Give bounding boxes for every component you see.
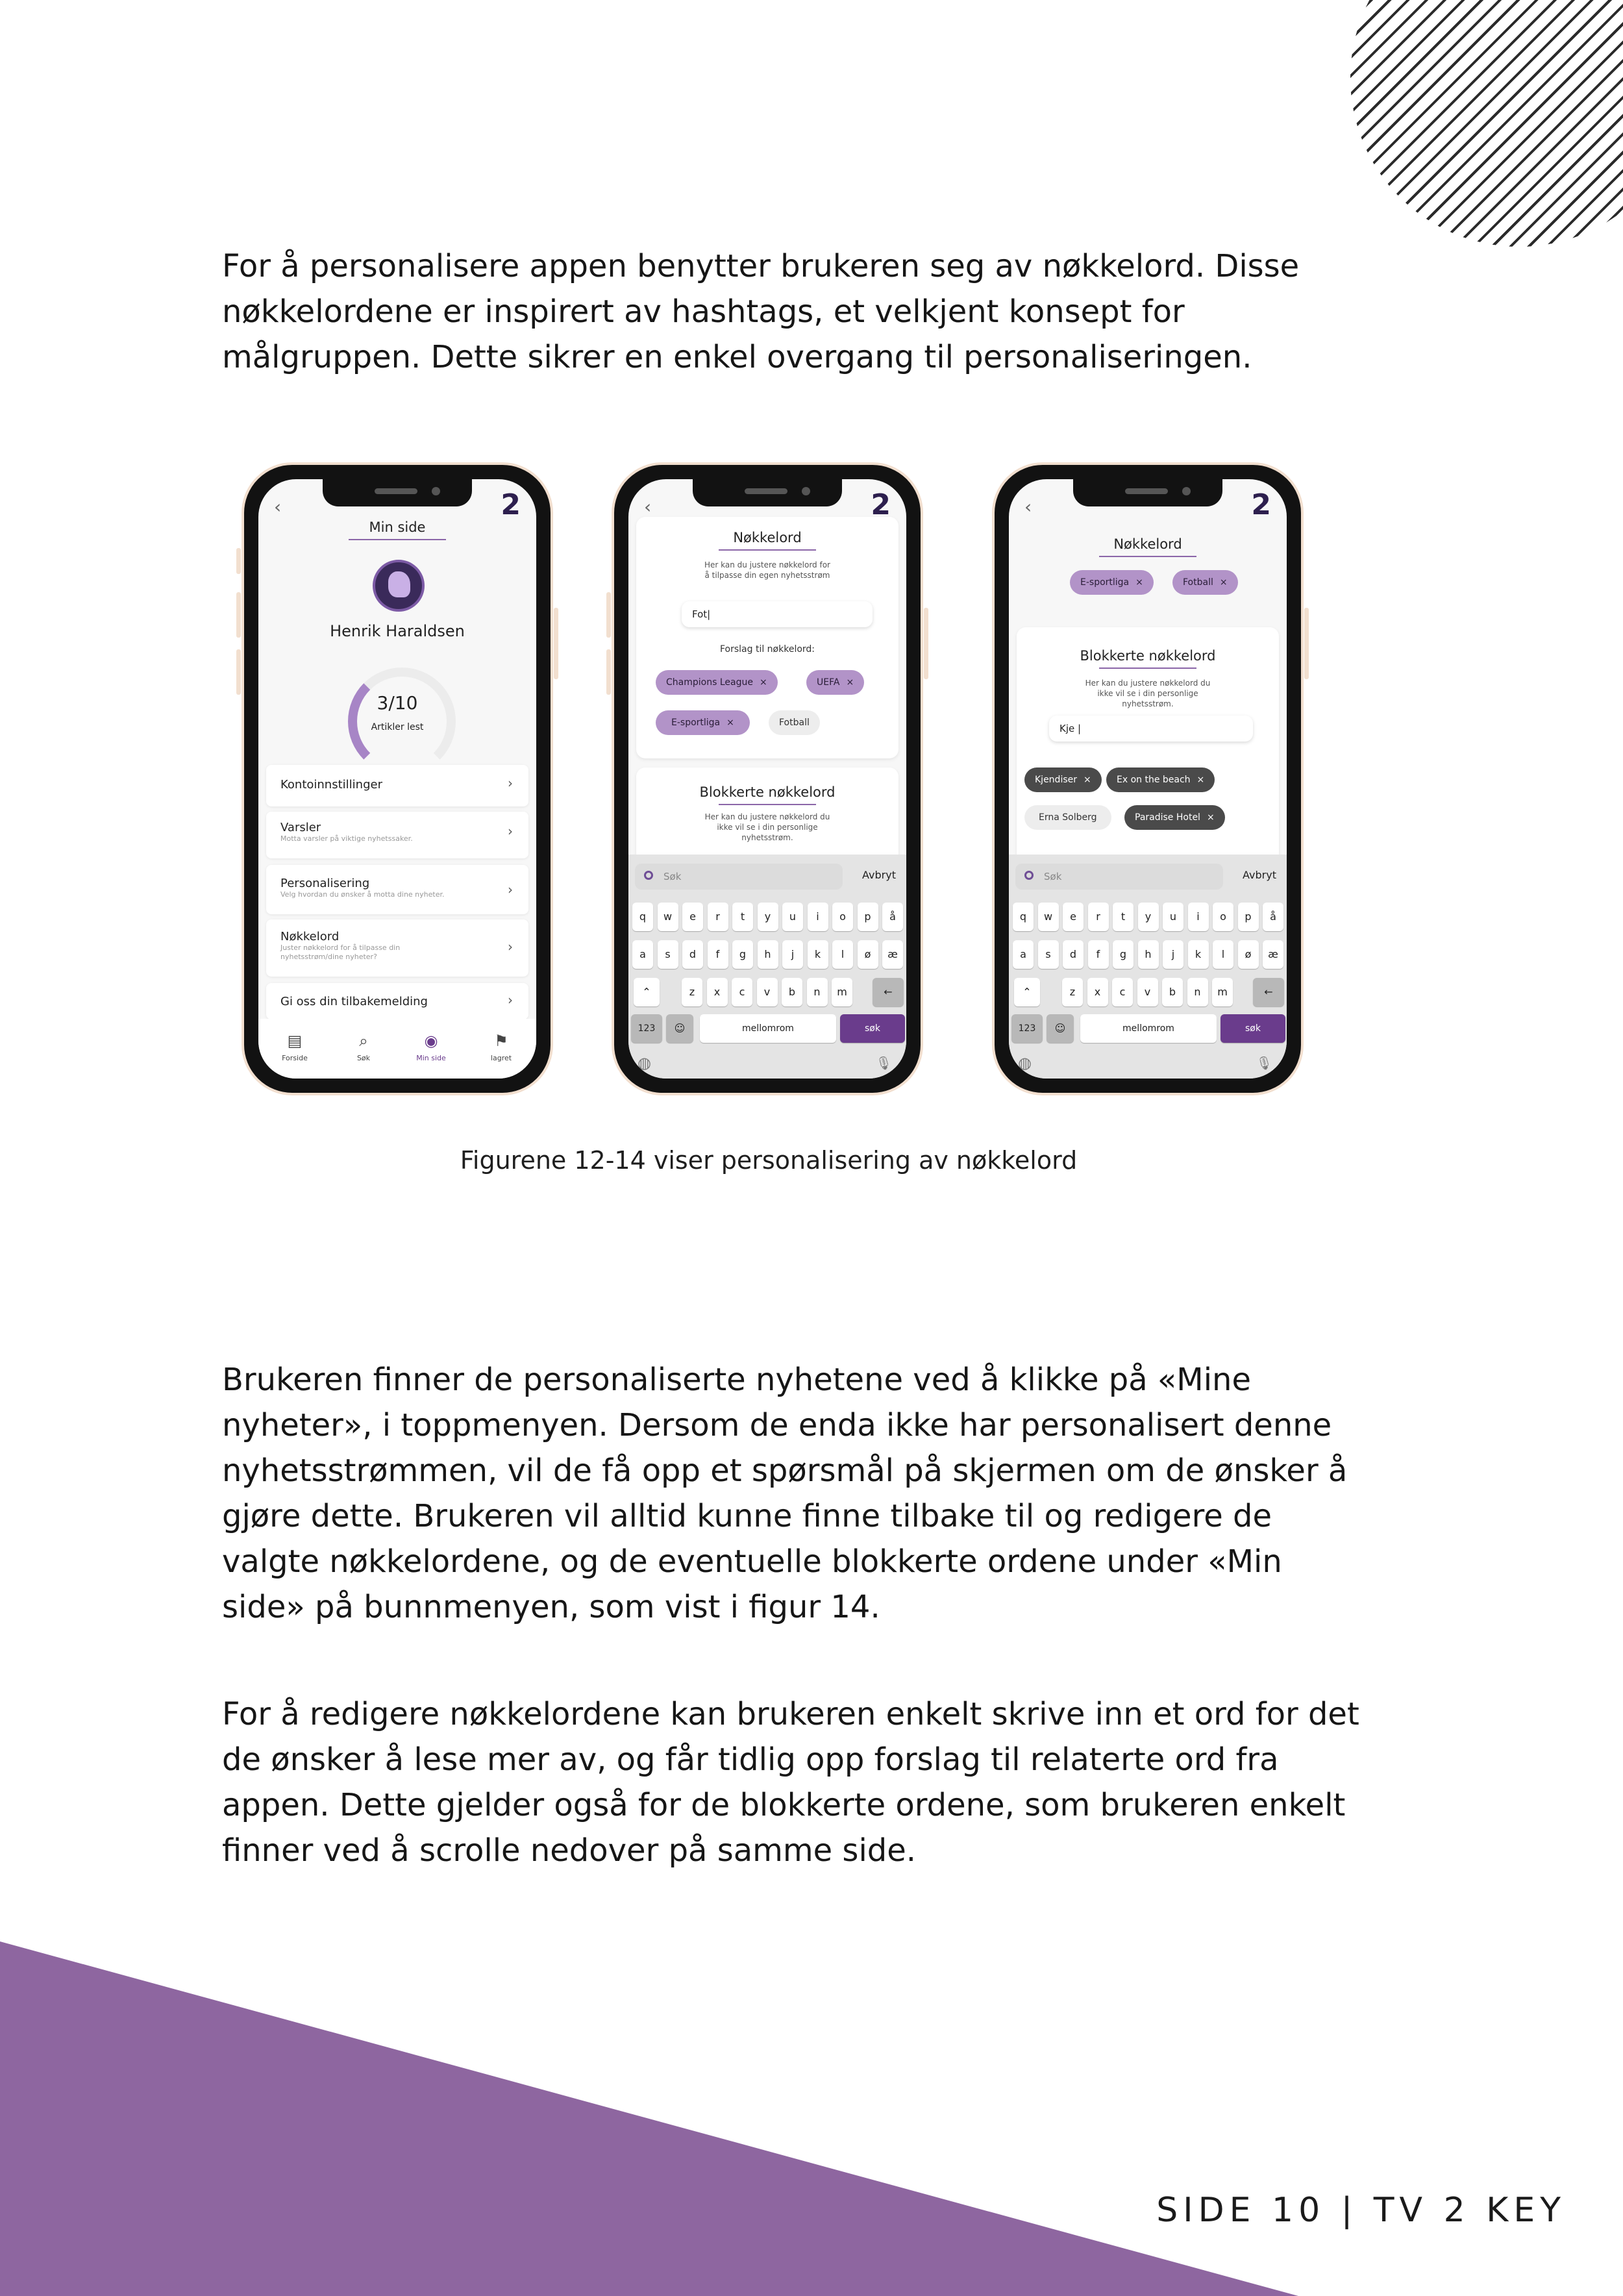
key-g[interactable]: g [1113,940,1134,969]
tab-label: Forside [282,1054,308,1062]
microphone-icon[interactable]: 🎙 [875,1055,892,1071]
keyword-chip[interactable]: Champions League × [656,670,778,695]
key-v[interactable]: v [1137,978,1158,1006]
backspace-key[interactable]: ← [1253,978,1284,1006]
key-c[interactable]: c [1112,978,1133,1006]
phone-notch [693,479,842,506]
key-t[interactable]: t [1113,903,1134,931]
key-m[interactable]: m [832,978,852,1006]
key-a[interactable]: a [1013,940,1034,969]
key-n[interactable]: n [807,978,828,1006]
key-e[interactable]: e [1063,903,1084,931]
back-icon[interactable]: ‹ [274,496,282,518]
blocked-keyword-chip[interactable]: Paradise Hotel × [1124,805,1225,830]
key-æ[interactable]: æ [882,940,903,969]
menu-item-label: Nøkkelord [280,930,340,943]
key-s[interactable]: s [658,940,678,969]
key-å[interactable]: å [1263,903,1283,931]
key-r[interactable]: r [708,903,728,931]
back-icon[interactable]: ‹ [644,496,652,518]
chevron-right-icon: › [508,823,513,839]
key-i[interactable]: i [808,903,828,931]
key-a[interactable]: a [632,940,653,969]
page-footer: SIDE 10 | TV 2 KEY [1156,2191,1566,2230]
keyword-input[interactable]: Fot| [682,601,873,627]
key-d[interactable]: d [682,940,703,969]
cancel-button[interactable]: Avbryt [862,869,896,881]
key-p[interactable]: p [1238,903,1259,931]
blocked-keyword-input[interactable]: Kje | [1049,716,1253,742]
key-o[interactable]: o [832,903,853,931]
keyword-chip[interactable]: Fotball [769,710,820,735]
space-key[interactable]: mellomrom [1080,1014,1217,1043]
menu-item-label: Personalisering [280,877,370,890]
tv2-logo: 2 [501,488,521,521]
key-u[interactable]: u [782,903,803,931]
card-description: Her kan du justere nøkkelord for å tilpasse din egen nyhetsstrøm [704,560,830,580]
key-y[interactable]: y [758,903,778,931]
key-q[interactable]: q [1013,903,1034,931]
bookmark-icon: ⚑ [494,1032,508,1050]
key-y[interactable]: y [1138,903,1159,931]
chevron-right-icon: › [508,992,513,1008]
keyboard-search-field[interactable]: Søk [635,864,843,890]
card-title: Nøkkelord [636,530,898,551]
menu-item-label: Kontoinnstillinger [280,778,382,792]
key-l[interactable]: l [832,940,853,969]
globe-icon[interactable]: ◍ [638,1054,651,1072]
emoji-key[interactable]: ☺ [666,1014,693,1043]
key-l[interactable]: l [1213,940,1233,969]
key-g[interactable]: g [732,940,753,969]
suggestion-title: Forslag til nøkkelord: [719,644,815,655]
emoji-key[interactable]: ☺ [1047,1014,1074,1043]
key-u[interactable]: u [1163,903,1183,931]
intro-paragraph: For å personalisere appen benytter brukeren seg av nøkkelord. Disse nøkkelordene er inspirert av hashtags, et velkjent konsept for målgruppen. Dette sikrer en enkel overgang til personaliseringen. [222,248,1300,375]
purple-triangle-shape [0,1941,1298,2296]
microphone-icon[interactable]: 🎙 [1256,1055,1272,1071]
key-h[interactable]: h [758,940,778,969]
key-o[interactable]: o [1213,903,1233,931]
body-paragraph-mine-nyheter: Brukeren finner de personaliserte nyhetene ved å klikke på «Mine nyheter», i toppmenyen. Dersom de enda ikke har personalisert denne nyhetsstrømmen, vil de få opp et spørsmål på skjermen om de ønsker å gjøre dette. Brukeren vil alltid kunne finne tilbake til og redigere de valgte nøkkelordene, og de eventuelle blokkerte ordene under «Min side» på bunnmenyen, som vist i figur 14. [222,1362,1348,1625]
key-c[interactable]: c [732,978,752,1006]
key-e[interactable]: e [682,903,703,931]
tab-label: lagret [490,1054,512,1062]
user-name: Henrik Haraldsen [330,622,465,640]
keyword-chip[interactable]: E-sportliga × [1070,570,1154,595]
tab-label: Min side [416,1054,446,1062]
progress-value: 3/10 [377,692,418,714]
newspaper-icon: ▤ [287,1032,303,1050]
keyword-chip[interactable]: E-sportliga × [656,710,750,735]
key-b[interactable]: b [1162,978,1183,1006]
search-go-key[interactable]: søk [840,1014,905,1043]
tv2-logo: 2 [871,488,891,521]
search-go-key[interactable]: søk [1220,1014,1285,1043]
tab-label: Søk [356,1054,371,1062]
card-description: Her kan du justere nøkkelord du ikke vil se i din personlige nyhetsstrøm. [704,812,830,842]
menu-item-label: Gi oss din tilbakemelding [280,995,428,1008]
cancel-button[interactable]: Avbryt [1243,869,1276,881]
chevron-right-icon: › [508,882,513,897]
key-j[interactable]: j [1163,940,1183,969]
key-b[interactable]: b [782,978,802,1006]
figure-caption: Figurene 12-14 viser personalisering av nøkkelord [460,1146,1078,1175]
key-æ[interactable]: æ [1263,940,1283,969]
blocked-keyword-chip[interactable]: Erna Solberg [1024,805,1111,830]
page-title: Nøkkelord [1009,536,1287,557]
key-å[interactable]: å [882,903,903,931]
key-k[interactable]: k [808,940,828,969]
key-v[interactable]: v [757,978,778,1006]
key-q[interactable]: q [632,903,653,931]
menu-item-label: Varsler [280,821,321,834]
shift-key[interactable]: ⌃ [1014,978,1040,1006]
key-i[interactable]: i [1188,903,1209,931]
back-icon[interactable]: ‹ [1024,496,1032,518]
key-m[interactable]: m [1212,978,1233,1006]
phone-notch [1073,479,1222,506]
key-ø[interactable]: ø [1238,940,1259,969]
key-w[interactable]: w [1038,903,1059,931]
globe-icon[interactable]: ◍ [1018,1054,1032,1072]
blocked-keyword-chip[interactable]: Ex on the beach × [1106,767,1215,792]
menu-item-description: Motta varsler på viktige nyhetssaker. [280,834,413,843]
numbers-key[interactable]: 123 [631,1014,662,1043]
numbers-key[interactable]: 123 [1011,1014,1043,1043]
phone-notch [323,479,472,506]
close-icon[interactable]: × [726,718,734,728]
keyword-chip[interactable]: Fotball × [1172,570,1238,595]
close-icon[interactable]: × [1135,577,1143,588]
key-w[interactable]: w [658,903,678,931]
chevron-right-icon: › [508,775,513,791]
key-x[interactable]: x [1087,978,1108,1006]
key-f[interactable]: f [1088,940,1109,969]
page-title: Min side [258,519,536,540]
key-k[interactable]: k [1188,940,1209,969]
user-icon: ◉ [424,1032,438,1050]
close-icon[interactable]: × [1206,812,1215,823]
menu-item-description: Juster nøkkelord for å tilpasse din nyhetsstrøm/dine nyheter? [280,943,401,961]
chevron-right-icon: › [508,939,513,955]
card-title: Blokkerte nøkkelord [636,784,898,805]
shift-key[interactable]: ⌃ [634,978,660,1006]
search-icon: ⌕ [359,1032,368,1050]
key-r[interactable]: r [1088,903,1109,931]
space-key[interactable]: mellomrom [700,1014,836,1043]
keyword-chip[interactable]: UEFA × [806,670,864,695]
close-icon[interactable]: × [759,677,767,688]
key-s[interactable]: s [1038,940,1059,969]
key-f[interactable]: f [708,940,728,969]
key-t[interactable]: t [732,903,753,931]
progress-label: Artikler lest [371,722,424,732]
close-icon[interactable]: × [1196,775,1205,785]
card-description: Her kan du justere nøkkelord du ikke vil se i din personlige nyhetsstrøm. [1085,679,1211,708]
blocked-keyword-chip[interactable]: Kjendiser × [1024,767,1102,792]
close-icon[interactable]: × [1219,577,1228,588]
body-paragraph-redigere: For å redigere nøkkelordene kan brukeren enkelt skrive inn et ord for det de ønsker å lese mer av, og får tidlig opp forslag til relaterte ord fra appen. Dette gjelder også for de blokkerte ordene, som brukeren enkelt finner ved å scrolle nedover på samme side. [222,1696,1359,1869]
key-p[interactable]: p [858,903,878,931]
card-title: Blokkerte nøkkelord [1017,648,1279,669]
close-icon[interactable]: × [1084,775,1091,785]
tv2-logo: 2 [1251,488,1271,521]
key-n[interactable]: n [1187,978,1208,1006]
key-j[interactable]: j [782,940,803,969]
key-x[interactable]: x [707,978,728,1006]
close-icon[interactable]: × [846,677,854,688]
key-h[interactable]: h [1138,940,1159,969]
key-d[interactable]: d [1063,940,1084,969]
key-z[interactable]: z [682,978,702,1006]
key-ø[interactable]: ø [858,940,878,969]
menu-item-description: Velg hvordan du ønsker å motta dine nyheter. [280,890,445,899]
key-z[interactable]: z [1062,978,1083,1006]
backspace-key[interactable]: ← [873,978,904,1006]
keyboard-search-field[interactable]: Søk [1015,864,1223,890]
